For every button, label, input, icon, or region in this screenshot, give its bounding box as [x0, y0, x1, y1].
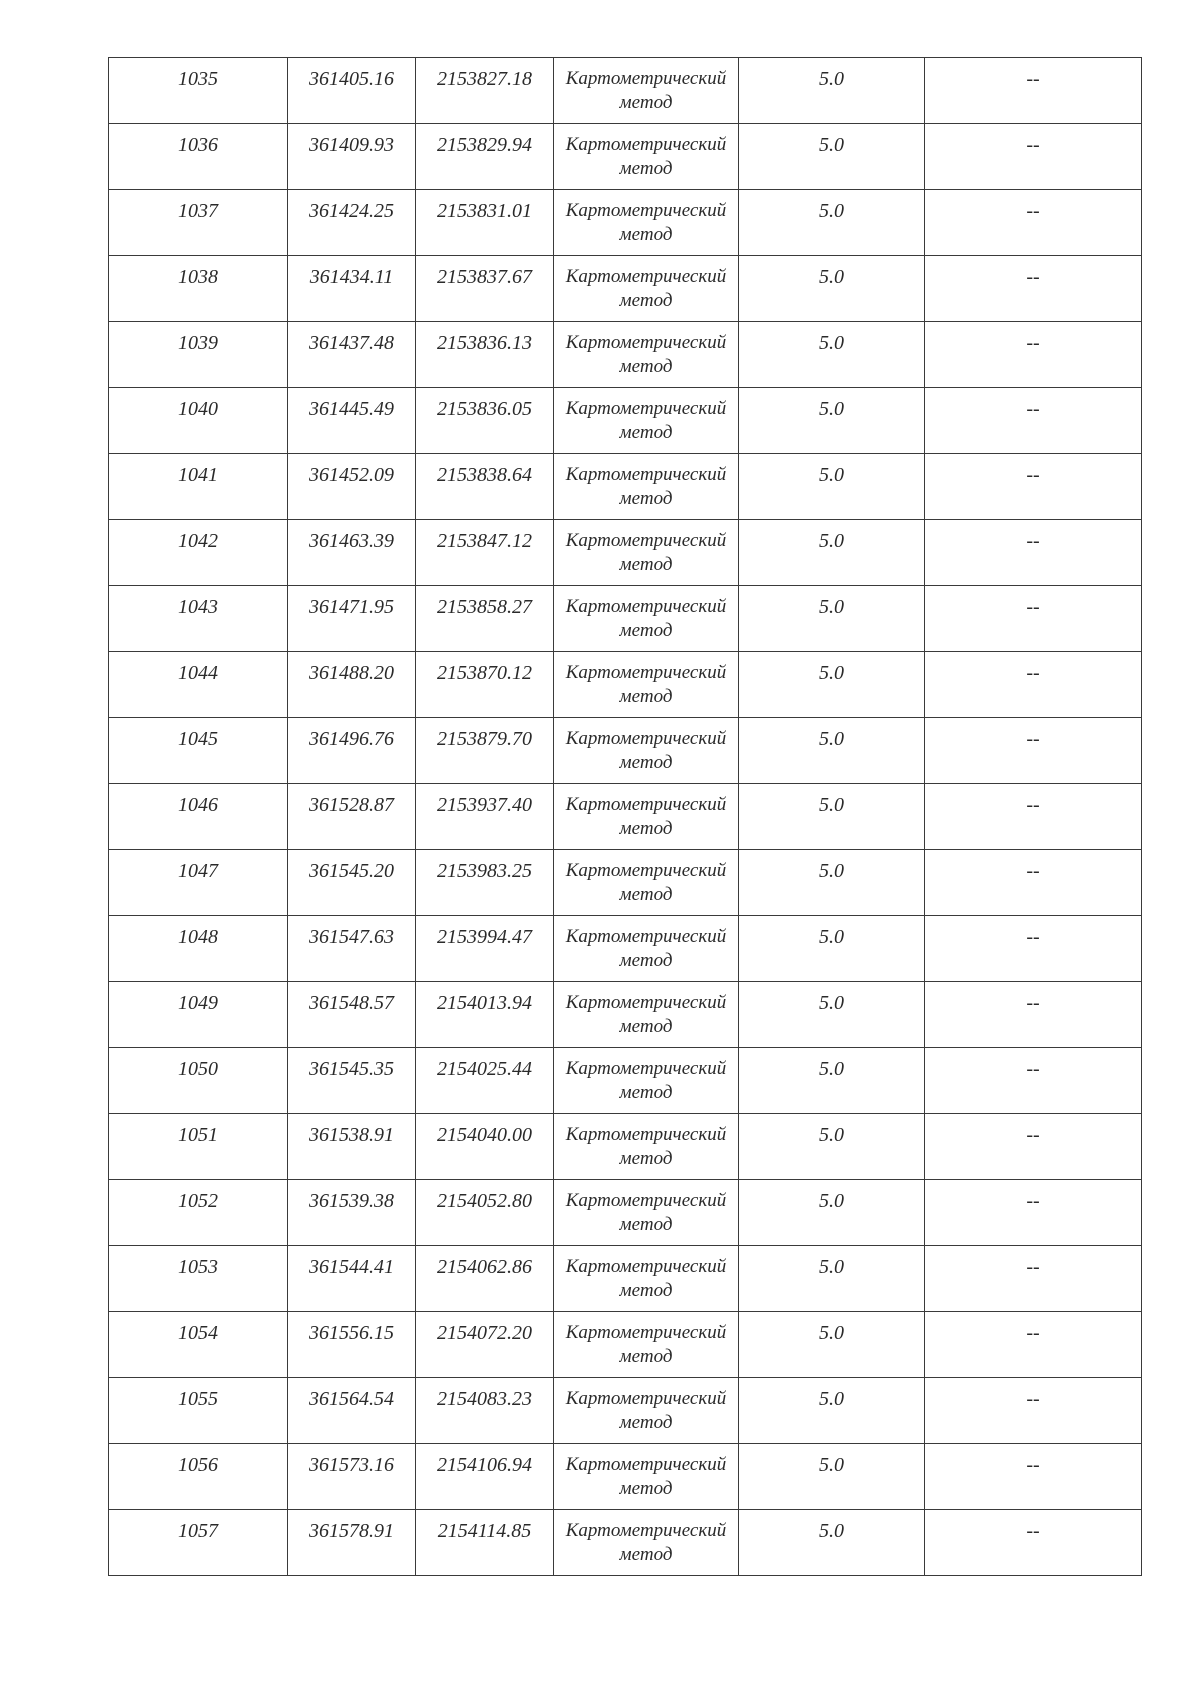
- method-line-2: метод: [619, 488, 673, 509]
- method-line-1: Картометрический: [565, 1124, 727, 1145]
- table-row: [109, 58, 1142, 124]
- point-number-cell: 1039: [109, 322, 288, 388]
- table-row: [109, 454, 1142, 520]
- x-coordinate-cell: 361545.35: [288, 1048, 416, 1114]
- point-number-cell: 1044: [109, 652, 288, 718]
- method-line-2: метод: [619, 1016, 673, 1037]
- y-coordinate-cell: 2153858.27: [416, 586, 554, 652]
- table-row: [109, 1246, 1142, 1312]
- y-coordinate-cell: 2153847.12: [416, 520, 554, 586]
- point-number-cell: 1042: [109, 520, 288, 586]
- method-cell: [554, 1444, 739, 1510]
- point-number-cell: 1049: [109, 982, 288, 1048]
- method-cell: [554, 718, 739, 784]
- accuracy-cell: 5.0: [739, 652, 925, 718]
- y-coordinate-cell: 2153838.64: [416, 454, 554, 520]
- table-row: [109, 1048, 1142, 1114]
- table-row: [109, 1378, 1142, 1444]
- table-row: [109, 850, 1142, 916]
- method-line-1: Картометрический: [565, 992, 727, 1013]
- table-row: [109, 190, 1142, 256]
- point-number-cell: 1051: [109, 1114, 288, 1180]
- method-cell: [554, 256, 739, 322]
- accuracy-cell: 5.0: [739, 1246, 925, 1312]
- method-line-1: Картометрический: [565, 134, 727, 155]
- method-line-1: Картометрический: [565, 530, 727, 551]
- point-number-cell: 1054: [109, 1312, 288, 1378]
- method-line-2: метод: [619, 620, 673, 641]
- method-line-2: метод: [619, 158, 673, 179]
- note-cell: --: [925, 718, 1142, 784]
- method-line-1: Картометрический: [565, 926, 727, 947]
- x-coordinate-cell: 361545.20: [288, 850, 416, 916]
- accuracy-cell: 5.0: [739, 58, 925, 124]
- method-line-2: метод: [619, 92, 673, 113]
- method-line-2: метод: [619, 1280, 673, 1301]
- accuracy-cell: 5.0: [739, 322, 925, 388]
- method-line-1: Картометрический: [565, 794, 727, 815]
- note-cell: --: [925, 982, 1142, 1048]
- method-cell: [554, 124, 739, 190]
- method-line-1: Картометрический: [565, 1388, 727, 1409]
- point-number-cell: 1038: [109, 256, 288, 322]
- x-coordinate-cell: 361544.41: [288, 1246, 416, 1312]
- method-cell: [554, 1114, 739, 1180]
- method-line-2: метод: [619, 686, 673, 707]
- y-coordinate-cell: 2153837.67: [416, 256, 554, 322]
- y-coordinate-cell: 2154013.94: [416, 982, 554, 1048]
- method-line-2: метод: [619, 1412, 673, 1433]
- accuracy-cell: 5.0: [739, 388, 925, 454]
- accuracy-cell: 5.0: [739, 1378, 925, 1444]
- method-cell: [554, 388, 739, 454]
- method-cell: [554, 982, 739, 1048]
- method-line-1: Картометрический: [565, 68, 727, 89]
- method-cell: [554, 1312, 739, 1378]
- y-coordinate-cell: 2153879.70: [416, 718, 554, 784]
- method-line-1: Картометрический: [565, 1454, 727, 1475]
- method-line-1: Картометрический: [565, 1322, 727, 1343]
- method-cell: [554, 784, 739, 850]
- table-row: [109, 784, 1142, 850]
- note-cell: --: [925, 1048, 1142, 1114]
- method-line-2: метод: [619, 422, 673, 443]
- note-cell: --: [925, 586, 1142, 652]
- method-cell: [554, 850, 739, 916]
- coordinates-table-body: [109, 58, 1142, 1576]
- y-coordinate-cell: 2154052.80: [416, 1180, 554, 1246]
- y-coordinate-cell: 2154072.20: [416, 1312, 554, 1378]
- table-row: [109, 1114, 1142, 1180]
- point-number-cell: 1045: [109, 718, 288, 784]
- method-line-2: метод: [619, 1214, 673, 1235]
- note-cell: --: [925, 1444, 1142, 1510]
- accuracy-cell: 5.0: [739, 586, 925, 652]
- note-cell: --: [925, 190, 1142, 256]
- table-row: [109, 256, 1142, 322]
- x-coordinate-cell: 361445.49: [288, 388, 416, 454]
- method-cell: [554, 190, 739, 256]
- accuracy-cell: 5.0: [739, 1114, 925, 1180]
- method-line-2: метод: [619, 1478, 673, 1499]
- accuracy-cell: 5.0: [739, 520, 925, 586]
- method-cell: [554, 58, 739, 124]
- x-coordinate-cell: 361548.57: [288, 982, 416, 1048]
- note-cell: --: [925, 1378, 1142, 1444]
- method-line-1: Картометрический: [565, 464, 727, 485]
- y-coordinate-cell: 2153870.12: [416, 652, 554, 718]
- method-cell: [554, 1180, 739, 1246]
- table-row: [109, 1444, 1142, 1510]
- x-coordinate-cell: 361539.38: [288, 1180, 416, 1246]
- note-cell: --: [925, 1246, 1142, 1312]
- note-cell: --: [925, 916, 1142, 982]
- accuracy-cell: 5.0: [739, 982, 925, 1048]
- x-coordinate-cell: 361437.48: [288, 322, 416, 388]
- note-cell: --: [925, 124, 1142, 190]
- note-cell: --: [925, 1180, 1142, 1246]
- x-coordinate-cell: 361573.16: [288, 1444, 416, 1510]
- accuracy-cell: 5.0: [739, 256, 925, 322]
- method-line-2: метод: [619, 356, 673, 377]
- point-number-cell: 1048: [109, 916, 288, 982]
- method-cell: [554, 1048, 739, 1114]
- method-cell: [554, 520, 739, 586]
- method-line-2: метод: [619, 1148, 673, 1169]
- note-cell: --: [925, 454, 1142, 520]
- x-coordinate-cell: 361556.15: [288, 1312, 416, 1378]
- note-cell: --: [925, 652, 1142, 718]
- x-coordinate-cell: 361452.09: [288, 454, 416, 520]
- method-line-2: метод: [619, 818, 673, 839]
- accuracy-cell: 5.0: [739, 850, 925, 916]
- method-line-1: Картометрический: [565, 266, 727, 287]
- note-cell: --: [925, 1312, 1142, 1378]
- method-cell: [554, 586, 739, 652]
- method-line-1: Картометрический: [565, 1256, 727, 1277]
- table-row: [109, 982, 1142, 1048]
- y-coordinate-cell: 2153827.18: [416, 58, 554, 124]
- x-coordinate-cell: 361471.95: [288, 586, 416, 652]
- x-coordinate-cell: 361434.11: [288, 256, 416, 322]
- x-coordinate-cell: 361488.20: [288, 652, 416, 718]
- y-coordinate-cell: 2154114.85: [416, 1510, 554, 1576]
- note-cell: --: [925, 784, 1142, 850]
- method-cell: [554, 1378, 739, 1444]
- method-line-2: метод: [619, 1346, 673, 1367]
- accuracy-cell: 5.0: [739, 454, 925, 520]
- note-cell: --: [925, 1510, 1142, 1576]
- point-number-cell: 1046: [109, 784, 288, 850]
- method-cell: [554, 916, 739, 982]
- point-number-cell: 1047: [109, 850, 288, 916]
- method-cell: [554, 322, 739, 388]
- table-row: [109, 1510, 1142, 1576]
- method-line-1: Картометрический: [565, 860, 727, 881]
- x-coordinate-cell: 361538.91: [288, 1114, 416, 1180]
- y-coordinate-cell: 2154040.00: [416, 1114, 554, 1180]
- accuracy-cell: 5.0: [739, 916, 925, 982]
- table-row: [109, 388, 1142, 454]
- y-coordinate-cell: 2154025.44: [416, 1048, 554, 1114]
- method-cell: [554, 454, 739, 520]
- y-coordinate-cell: 2153836.13: [416, 322, 554, 388]
- method-cell: [554, 1246, 739, 1312]
- point-number-cell: 1037: [109, 190, 288, 256]
- accuracy-cell: 5.0: [739, 1444, 925, 1510]
- table-row: [109, 718, 1142, 784]
- method-line-2: метод: [619, 290, 673, 311]
- point-number-cell: 1036: [109, 124, 288, 190]
- table-row: [109, 916, 1142, 982]
- method-line-1: Картометрический: [565, 728, 727, 749]
- x-coordinate-cell: 361578.91: [288, 1510, 416, 1576]
- point-number-cell: 1057: [109, 1510, 288, 1576]
- point-number-cell: 1050: [109, 1048, 288, 1114]
- method-line-1: Картометрический: [565, 1520, 727, 1541]
- accuracy-cell: 5.0: [739, 190, 925, 256]
- accuracy-cell: 5.0: [739, 1510, 925, 1576]
- y-coordinate-cell: 2153994.47: [416, 916, 554, 982]
- y-coordinate-cell: 2153831.01: [416, 190, 554, 256]
- table-row: [109, 586, 1142, 652]
- note-cell: --: [925, 1114, 1142, 1180]
- point-number-cell: 1056: [109, 1444, 288, 1510]
- method-cell: [554, 1510, 739, 1576]
- accuracy-cell: 5.0: [739, 1048, 925, 1114]
- note-cell: --: [925, 850, 1142, 916]
- accuracy-cell: 5.0: [739, 1180, 925, 1246]
- x-coordinate-cell: 361496.76: [288, 718, 416, 784]
- table-row: [109, 520, 1142, 586]
- note-cell: --: [925, 388, 1142, 454]
- method-line-1: Картометрический: [565, 662, 727, 683]
- method-line-1: Картометрический: [565, 596, 727, 617]
- note-cell: --: [925, 520, 1142, 586]
- y-coordinate-cell: 2153983.25: [416, 850, 554, 916]
- note-cell: --: [925, 58, 1142, 124]
- method-line-2: метод: [619, 1082, 673, 1103]
- point-number-cell: 1055: [109, 1378, 288, 1444]
- y-coordinate-cell: 2153937.40: [416, 784, 554, 850]
- method-line-2: метод: [619, 884, 673, 905]
- method-cell: [554, 652, 739, 718]
- method-line-2: метод: [619, 1544, 673, 1565]
- x-coordinate-cell: 361547.63: [288, 916, 416, 982]
- y-coordinate-cell: 2154083.23: [416, 1378, 554, 1444]
- point-number-cell: 1041: [109, 454, 288, 520]
- table-row: [109, 124, 1142, 190]
- x-coordinate-cell: 361564.54: [288, 1378, 416, 1444]
- note-cell: --: [925, 322, 1142, 388]
- table-row: [109, 322, 1142, 388]
- x-coordinate-cell: 361424.25: [288, 190, 416, 256]
- method-line-2: метод: [619, 224, 673, 245]
- y-coordinate-cell: 2154106.94: [416, 1444, 554, 1510]
- point-number-cell: 1053: [109, 1246, 288, 1312]
- accuracy-cell: 5.0: [739, 784, 925, 850]
- accuracy-cell: 5.0: [739, 718, 925, 784]
- x-coordinate-cell: 361409.93: [288, 124, 416, 190]
- y-coordinate-cell: 2154062.86: [416, 1246, 554, 1312]
- method-line-1: Картометрический: [565, 1058, 727, 1079]
- method-line-2: метод: [619, 752, 673, 773]
- method-line-1: Картометрический: [565, 332, 727, 353]
- accuracy-cell: 5.0: [739, 124, 925, 190]
- method-line-1: Картометрический: [565, 1190, 727, 1211]
- point-number-cell: 1035: [109, 58, 288, 124]
- note-cell: --: [925, 256, 1142, 322]
- method-line-1: Картометрический: [565, 398, 727, 419]
- point-number-cell: 1052: [109, 1180, 288, 1246]
- coordinates-table: [108, 57, 1142, 1576]
- table-row: [109, 1180, 1142, 1246]
- table-row: [109, 1312, 1142, 1378]
- method-line-2: метод: [619, 554, 673, 575]
- accuracy-cell: 5.0: [739, 1312, 925, 1378]
- x-coordinate-cell: 361463.39: [288, 520, 416, 586]
- y-coordinate-cell: 2153829.94: [416, 124, 554, 190]
- x-coordinate-cell: 361528.87: [288, 784, 416, 850]
- point-number-cell: 1043: [109, 586, 288, 652]
- x-coordinate-cell: 361405.16: [288, 58, 416, 124]
- method-line-2: метод: [619, 950, 673, 971]
- table-row: [109, 652, 1142, 718]
- y-coordinate-cell: 2153836.05: [416, 388, 554, 454]
- point-number-cell: 1040: [109, 388, 288, 454]
- method-line-1: Картометрический: [565, 200, 727, 221]
